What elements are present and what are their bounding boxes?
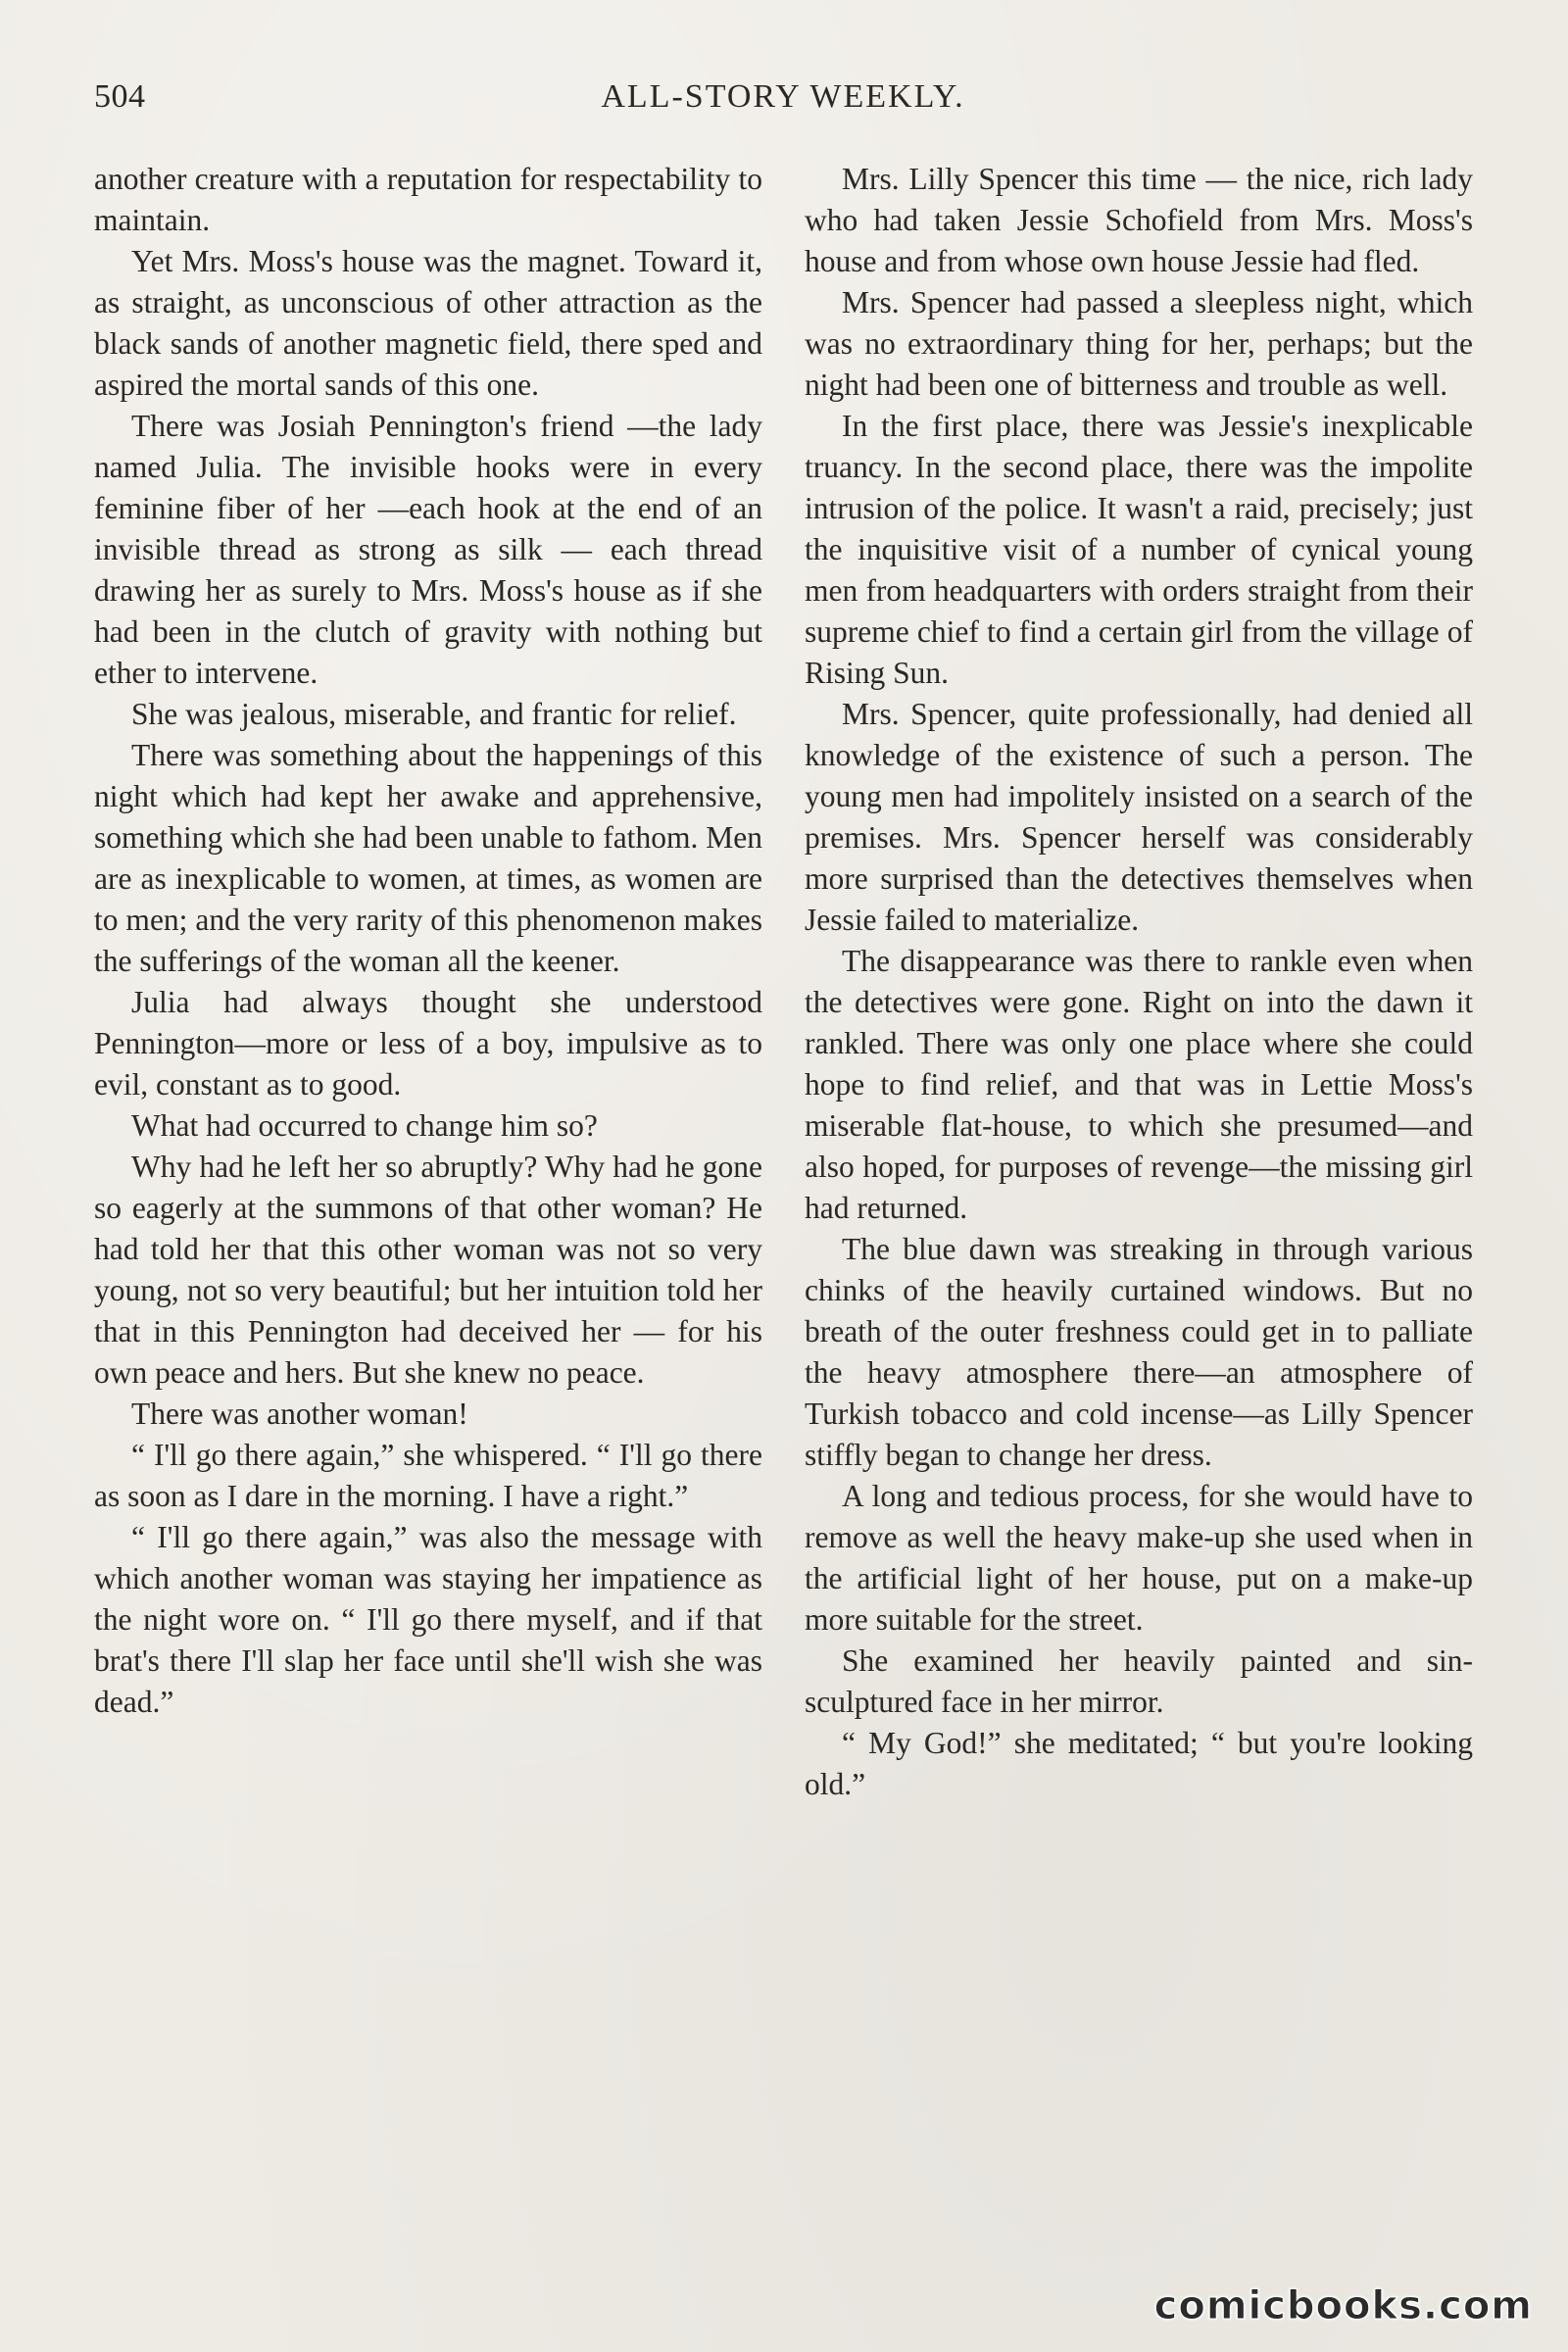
paragraph: She examined her heavily painted and sin-sculptured face in her mirror. [805,1643,1473,1719]
paragraph: What had occurred to change him so? [131,1108,598,1143]
paragraph: The disappearance was there to rankle even when the detectives were gone. Right on into the dawn it rankled. There was only one place where she could hope to find relief, and that was in Lettie Moss's miserable flat-house, to which she presumed—and also hoped, for purposes of revenge—the missing girl had returned. [805,944,1473,1225]
running-header [94,78,1472,137]
paragraph: In the first place, there was Jessie's inexplicable truancy. In the second place, there was the impolite intrusion of the police. It wasn't a raid, precisely; just the inquisitive visit of a number of cynical young men from headquarters with orders straight from their supreme chief to find a certain girl from the village of Rising Sun. [805,409,1473,690]
paragraph: Why had he left her so abruptly? Why had he gone so eagerly at the summons of that other woman? He had told her that this other woman was not so very young, not so very beautiful; but her intuition told her that in this Pennington had deceived her — for his own peace and hers. But she knew no peace. [94,1150,762,1390]
paragraph: There was Josiah Pennington's friend —the lady named Julia. The invisible hooks were in every feminine fiber of her —each hook at the end of an invisible thread as strong as silk — each thread drawing her as surely to Mrs. Moss's house as if she had been in the clutch of gravity with nothing but ether to intervene. [94,409,762,690]
paragraph: There was something about the happenings of this night which had kept her awake and apprehensive, something which she had been unable to fathom. Men are as inexplicable to women, at times, as women are to men; and the very rarity of this phenomenon makes the sufferings of the woman all the keener. [94,738,762,978]
left-column [94,159,762,1723]
watermark: comicbooks.com [1153,2283,1533,2328]
paragraph: Mrs. Spencer, quite professionally, had denied all knowledge of the existence of such a person. The young men had impolitely insisted on a search of the premises. Mrs. Spencer herself was considerably more surprised than the detectives themselves when Jessie failed to materialize. [805,697,1473,937]
paragraph: She was jealous, miserable, and frantic for relief. [131,697,737,731]
page-number: 504 [94,78,146,115]
paragraph: Julia had always thought she understood Pennington—more or less of a boy, impulsive as to evil, constant as to good. [94,985,762,1102]
paragraph: “ My God!” she meditated; “ but you're looking old.” [805,1726,1473,1801]
paragraph: Mrs. Lilly Spencer this time — the nice, rich lady who had taken Jessie Schofield from Mrs. Moss's house and from whose own house Jessie had fled. [805,162,1473,278]
magazine-title: ALL-STORY WEEKLY. [601,78,965,115]
paragraph: A long and tedious process, for she would have to remove as well the heavy make-up she used when in the artificial light of her house, put on a make-up more suitable for the street. [805,1479,1473,1637]
paragraph: Mrs. Spencer had passed a sleepless night, which was no extraordinary thing for her, perhaps; but the night had been one of bitterness and trouble as well. [805,285,1473,402]
right-column [805,159,1473,1805]
paragraph: another creature with a reputation for respectability to maintain. [94,162,762,237]
paragraph: Yet Mrs. Moss's house was the magnet. Toward it, as straight, as unconscious of other attraction as the black sands of another magnetic field, there sped and aspired the mortal sands of this one. [94,244,762,402]
paragraph: “ I'll go there again,” she whispered. “ I'll go there as soon as I dare in the morning. I have a right.” [94,1438,762,1513]
paragraph: The blue dawn was streaking in through various chinks of the heavily curtained windows. But no breath of the outer freshness could get in to palliate the heavy atmosphere there—an atmosphere of Turkish tobacco and cold incense—as Lilly Spencer stiffly began to change her dress. [805,1232,1473,1472]
paragraph: There was another woman! [131,1396,468,1431]
paragraph: “ I'll go there again,” was also the message with which another woman was staying her impatience as the night wore on. “ I'll go there myself, and if that brat's there I'll slap her face until she'll wish she was dead.” [94,1520,762,1719]
